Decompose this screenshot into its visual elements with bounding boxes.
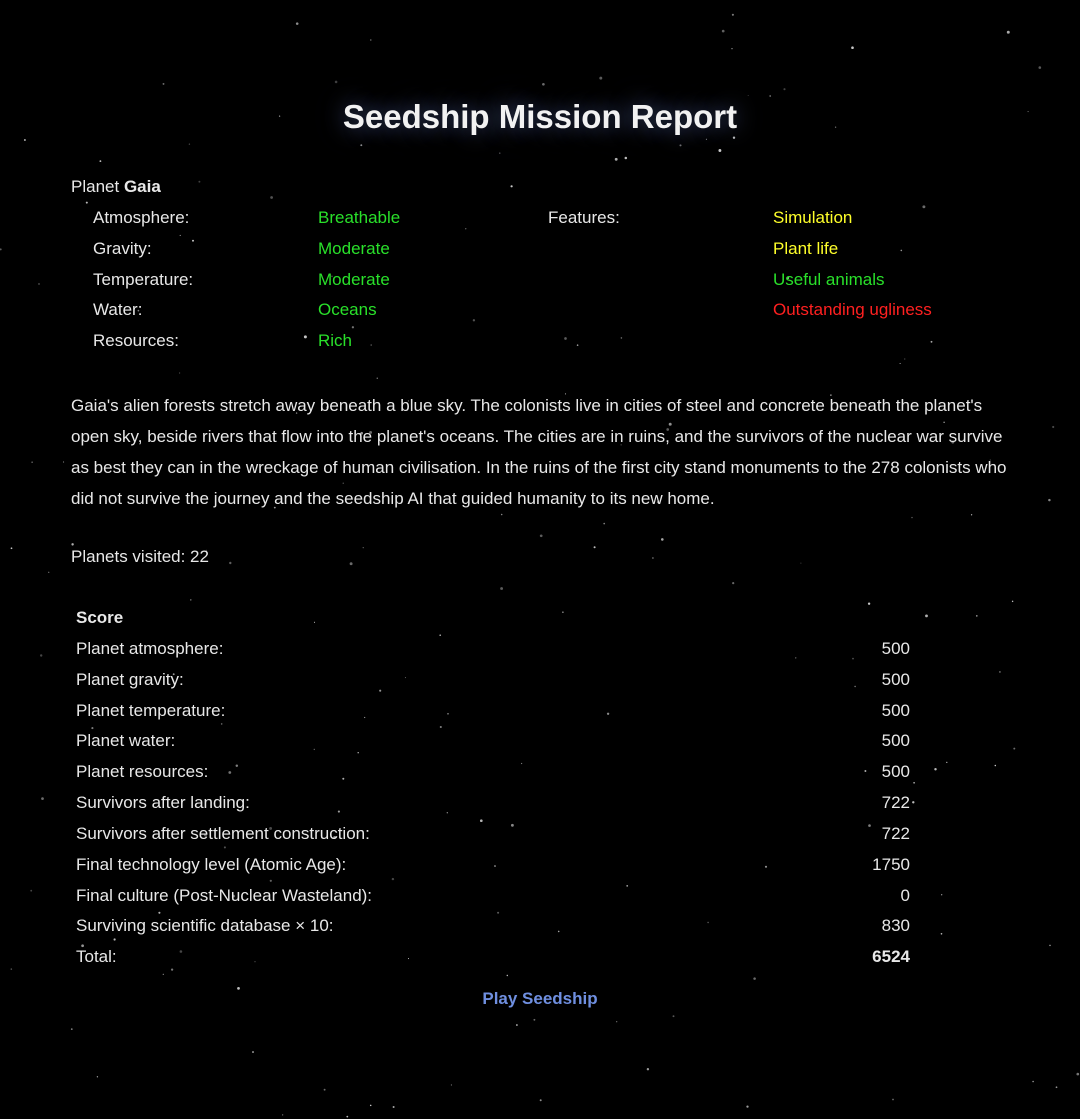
- star-dot: [673, 1015, 675, 1017]
- star-dot: [1012, 601, 1013, 602]
- star-dot: [1056, 1086, 1058, 1088]
- score-heading: Score: [76, 608, 124, 627]
- star-dot: [198, 181, 200, 183]
- star-dot: [783, 88, 785, 90]
- star-dot: [63, 461, 64, 462]
- star-dot: [912, 801, 914, 803]
- score-label: Planet atmosphere:: [76, 638, 224, 658]
- attribute-label: Water:: [93, 300, 143, 320]
- star-dot: [86, 202, 88, 204]
- attribute-row: [93, 269, 993, 300]
- score-value: 500: [881, 669, 910, 689]
- star-dot: [500, 587, 503, 590]
- attribute-row: [93, 330, 993, 361]
- score-row: [76, 885, 910, 916]
- score-label: Planet temperature:: [76, 700, 226, 720]
- play-link-container: [0, 988, 1080, 1010]
- score-row: [76, 730, 910, 761]
- attribute-label: Atmosphere:: [93, 208, 190, 227]
- score-row: [76, 669, 910, 700]
- star-dot: [163, 83, 165, 85]
- score-label: Planet gravity:: [76, 669, 184, 689]
- star-dot: [913, 782, 915, 784]
- star-dot: [510, 185, 512, 187]
- score-row: [76, 638, 910, 669]
- score-total-value: 6524: [872, 947, 910, 967]
- attribute-value: Moderate: [318, 269, 390, 289]
- score-label: Planet water:: [76, 731, 176, 751]
- attribute-label: Gravity:: [93, 238, 152, 258]
- star-dot: [599, 77, 602, 80]
- score-row: [76, 854, 910, 885]
- star-dot: [30, 890, 32, 892]
- star-dot: [868, 603, 870, 605]
- star-dot: [731, 48, 732, 49]
- star-dot: [377, 378, 378, 379]
- star-dot: [24, 139, 26, 141]
- star-dot: [324, 1089, 326, 1091]
- star-dot: [661, 538, 664, 541]
- star-dot: [746, 1105, 748, 1107]
- star-dot: [594, 546, 596, 548]
- score-label: Survivors after settlement construction:: [76, 823, 370, 843]
- star-dot: [1013, 748, 1015, 750]
- star-dot: [718, 149, 721, 152]
- star-dot: [1032, 1081, 1034, 1083]
- score-total-row: [76, 946, 910, 977]
- planets-visited: Planets visited: 22: [71, 547, 209, 566]
- planet-heading: [71, 176, 161, 198]
- star-dot: [542, 83, 545, 86]
- star-dot: [516, 1024, 518, 1026]
- star-dot: [976, 615, 978, 617]
- star-dot: [934, 768, 936, 770]
- score-row: [76, 823, 910, 854]
- star-dot: [732, 14, 734, 16]
- attribute-value: Oceans: [318, 300, 377, 320]
- score-total-label: Total:: [76, 947, 117, 967]
- star-dot: [1048, 499, 1050, 501]
- star-dot: [625, 157, 628, 160]
- score-row: [76, 792, 910, 823]
- star-dot: [0, 248, 2, 250]
- planet-name: Gaia: [123, 177, 161, 196]
- star-dot: [40, 654, 42, 656]
- score-value: 722: [881, 793, 910, 813]
- page-title: Seedship Mission Report: [342, 98, 738, 135]
- attribute-value: Breathable: [318, 208, 401, 227]
- star-dot: [941, 933, 943, 935]
- score-label: Survivors after landing:: [76, 793, 250, 813]
- score-row: [76, 761, 910, 792]
- star-dot: [71, 1028, 73, 1030]
- star-dot: [851, 46, 854, 49]
- score-value: 500: [881, 731, 910, 751]
- star-dot: [722, 30, 725, 33]
- star-dot: [1076, 1073, 1079, 1076]
- star-dot: [603, 523, 605, 525]
- star-dot: [1039, 66, 1042, 69]
- score-value: 500: [881, 700, 910, 720]
- star-dot: [190, 599, 191, 600]
- star-dot: [1007, 31, 1010, 34]
- planet-description: Gaia's alien forests stretch away beneath a blue sky. The colonists live in cities of steel and concrete beneath the planet's open sky, beside rivers that flow into the planet's oceans. The cities are in ruins, and the survivors of the nuclear war survive as best they can in the wreckage of human civilisation. In the ruins of the first city stand monuments to the 278 colonists who did not survive the journey and the seedship AI that guided humanity to its new home.: [71, 396, 1007, 508]
- score-value: 830: [881, 916, 910, 936]
- star-dot: [800, 563, 801, 564]
- feature-item: Outstanding ugliness: [773, 300, 932, 320]
- attribute-row: [93, 299, 993, 330]
- score-table: [76, 607, 910, 977]
- star-dot: [370, 1105, 372, 1107]
- star-dot: [451, 1084, 452, 1085]
- score-value: 500: [881, 638, 910, 658]
- star-dot: [393, 1106, 395, 1108]
- star-dot: [252, 1051, 254, 1053]
- feature-item: Useful animals: [773, 269, 885, 289]
- star-dot: [11, 968, 12, 969]
- star-dot: [270, 196, 273, 199]
- star-dot: [31, 462, 32, 463]
- star-dot: [925, 614, 928, 617]
- score-label: Planet resources:: [76, 762, 209, 782]
- star-dot: [892, 1099, 894, 1101]
- star-dot: [346, 1116, 348, 1118]
- score-value: 0: [900, 885, 910, 905]
- score-label: Surviving scientific database × 10:: [76, 916, 334, 936]
- star-dot: [540, 1099, 542, 1101]
- attribute-value: Moderate: [318, 238, 390, 258]
- features-label: Features:: [548, 208, 620, 227]
- star-dot: [282, 1114, 283, 1115]
- feature-item: Simulation: [773, 208, 853, 227]
- attribute-row: [93, 207, 993, 238]
- star-dot: [615, 158, 618, 161]
- score-row: [76, 915, 910, 946]
- star-dot: [753, 977, 756, 980]
- star-dot: [99, 160, 101, 162]
- star-dot: [679, 144, 681, 146]
- star-dot: [229, 562, 231, 564]
- score-label: Final technology level (Atomic Age):: [76, 854, 347, 874]
- star-dot: [946, 762, 947, 763]
- play-seedship-link[interactable]: Play Seedship: [482, 989, 598, 1008]
- star-dot: [900, 363, 901, 364]
- star-dot: [1049, 945, 1051, 947]
- star-dot: [97, 1076, 98, 1077]
- planet-attributes: [93, 207, 993, 361]
- star-dot: [995, 765, 997, 767]
- star-dot: [911, 517, 912, 518]
- star-dot: [335, 81, 338, 84]
- attribute-label: Temperature:: [93, 269, 194, 289]
- star-dot: [189, 143, 190, 144]
- star-dot: [971, 514, 972, 515]
- star-dot: [179, 372, 180, 373]
- star-dot: [296, 22, 299, 25]
- star-dot: [652, 557, 654, 559]
- star-dot: [732, 582, 734, 584]
- star-dot: [533, 1019, 535, 1021]
- score-label: Final culture (Post-Nuclear Wasteland):: [76, 885, 373, 905]
- star-dot: [350, 562, 353, 565]
- planet-prefix: Planet: [71, 177, 120, 196]
- score-value: 1750: [872, 854, 910, 874]
- star-dot: [1052, 426, 1054, 428]
- score-heading-row: [76, 607, 910, 638]
- star-dot: [941, 894, 942, 895]
- star-dot: [363, 547, 364, 548]
- star-dot: [616, 1021, 617, 1022]
- star-dot: [706, 139, 707, 140]
- star-dot: [370, 39, 371, 40]
- star-dot: [999, 671, 1001, 673]
- feature-item: Plant life: [773, 238, 839, 258]
- attribute-row: [93, 238, 993, 269]
- score-value: 722: [881, 823, 910, 843]
- score-value: 500: [881, 762, 910, 782]
- attribute-label: Resources:: [93, 331, 179, 351]
- star-dot: [499, 153, 500, 154]
- star-dot: [48, 572, 49, 573]
- star-dot: [11, 547, 13, 549]
- star-dot: [360, 144, 362, 146]
- attribute-value: Rich: [318, 331, 353, 351]
- star-dot: [41, 797, 44, 800]
- star-dot: [540, 534, 543, 537]
- score-row: [76, 700, 910, 731]
- star-dot: [38, 283, 39, 284]
- star-dot: [647, 1068, 649, 1070]
